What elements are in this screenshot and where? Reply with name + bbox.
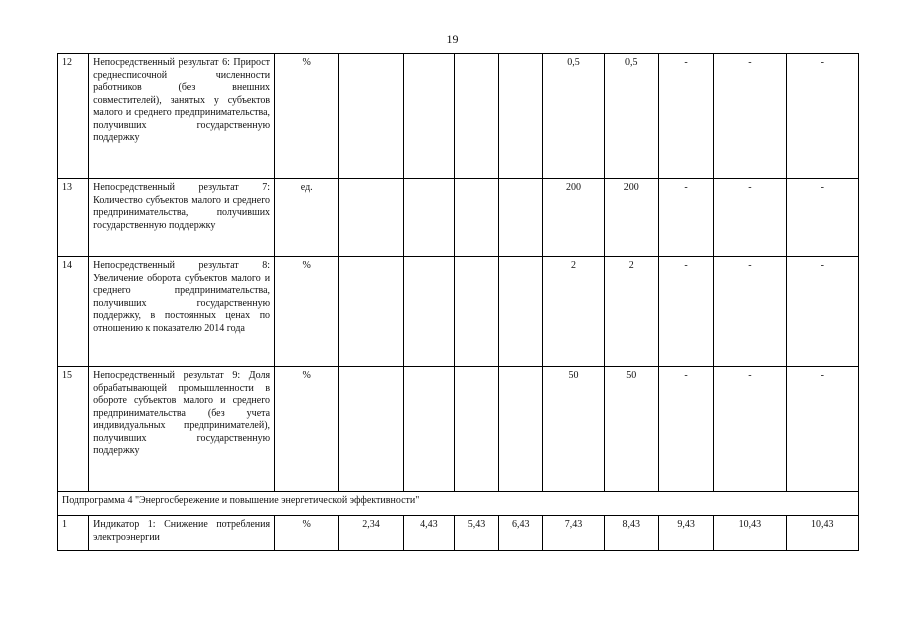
value-cell: 50 bbox=[543, 367, 604, 492]
indicator-name: Непосредственный результат 7: Количество субъектов малого и среднего предпринимательства, получивших государственную поддержку bbox=[89, 179, 275, 257]
row-number: 13 bbox=[58, 179, 89, 257]
row-number: 14 bbox=[58, 257, 89, 367]
value-cell: - bbox=[786, 257, 858, 367]
value-cell: - bbox=[714, 367, 786, 492]
value-cell: - bbox=[786, 367, 858, 492]
value-cell: 200 bbox=[604, 179, 658, 257]
indicator-name: Непосредственный результат 8: Увеличение оборота субъектов малого и среднего предпринимательства, получивших государственную поддержку, в постоянных ценах по отношению к показателю 2014 года bbox=[89, 257, 275, 367]
table-row bbox=[58, 257, 859, 367]
row-number: 12 bbox=[58, 54, 89, 179]
value-cell bbox=[403, 54, 454, 179]
value-cell bbox=[403, 179, 454, 257]
value-cell: - bbox=[714, 257, 786, 367]
value-cell: 0,5 bbox=[543, 54, 604, 179]
value-cell: - bbox=[786, 179, 858, 257]
value-cell: 5,43 bbox=[454, 516, 498, 551]
value-cell: - bbox=[714, 54, 786, 179]
value-cell: 200 bbox=[543, 179, 604, 257]
value-cell bbox=[454, 54, 498, 179]
value-cell bbox=[454, 257, 498, 367]
unit-cell: % bbox=[275, 516, 339, 551]
page-number: 19 bbox=[446, 32, 459, 46]
value-cell: 4,43 bbox=[403, 516, 454, 551]
value-cell: 2 bbox=[604, 257, 658, 367]
row-number: 1 bbox=[58, 516, 89, 551]
value-cell: 10,43 bbox=[786, 516, 858, 551]
unit-cell: ед. bbox=[275, 179, 339, 257]
unit-cell: % bbox=[275, 367, 339, 492]
value-cell bbox=[454, 367, 498, 492]
value-cell: 9,43 bbox=[658, 516, 713, 551]
unit-cell: % bbox=[275, 257, 339, 367]
value-cell: - bbox=[714, 179, 786, 257]
value-cell: - bbox=[658, 367, 713, 492]
value-cell: 6,43 bbox=[499, 516, 543, 551]
value-cell: 8,43 bbox=[604, 516, 658, 551]
indicator-name: Непосредственный результат 9: Доля обрабатывающей промышленности в обороте субъектов малого и среднего предпринимательства (без учета индивидуальных предпринимателей), получивших государственную поддержку bbox=[89, 367, 275, 492]
value-cell bbox=[339, 54, 403, 179]
value-cell: 50 bbox=[604, 367, 658, 492]
value-cell bbox=[403, 367, 454, 492]
section-title: Подпрограмма 4 "Энергосбережение и повышение энергетической эффективности" bbox=[58, 492, 859, 516]
unit-cell: % bbox=[275, 54, 339, 179]
value-cell: 2 bbox=[543, 257, 604, 367]
table-row bbox=[58, 54, 859, 179]
row-number: 15 bbox=[58, 367, 89, 492]
table-row bbox=[58, 367, 859, 492]
value-cell: 0,5 bbox=[604, 54, 658, 179]
value-cell: 10,43 bbox=[714, 516, 786, 551]
value-cell: - bbox=[658, 54, 713, 179]
value-cell bbox=[339, 179, 403, 257]
value-cell: - bbox=[658, 257, 713, 367]
table-row bbox=[58, 179, 859, 257]
value-cell: 7,43 bbox=[543, 516, 604, 551]
value-cell bbox=[403, 257, 454, 367]
value-cell bbox=[454, 179, 498, 257]
indicator-name: Индикатор 1: Снижение потребления электроэнергии bbox=[89, 516, 275, 551]
value-cell bbox=[499, 257, 543, 367]
value-cell bbox=[499, 367, 543, 492]
table-row bbox=[58, 516, 859, 551]
value-cell bbox=[339, 367, 403, 492]
value-cell: - bbox=[658, 179, 713, 257]
value-cell bbox=[499, 179, 543, 257]
section-row bbox=[58, 492, 859, 516]
indicator-name: Непосредственный результат 6: Прирост среднесписочной численности работников (без внешних совместителей), занятых у субъектов малого и среднего предпринимательства, получивших государственную поддержку bbox=[89, 54, 275, 179]
value-cell bbox=[499, 54, 543, 179]
value-cell: - bbox=[786, 54, 858, 179]
value-cell bbox=[339, 257, 403, 367]
value-cell: 2,34 bbox=[339, 516, 403, 551]
indicator-table bbox=[57, 53, 859, 551]
